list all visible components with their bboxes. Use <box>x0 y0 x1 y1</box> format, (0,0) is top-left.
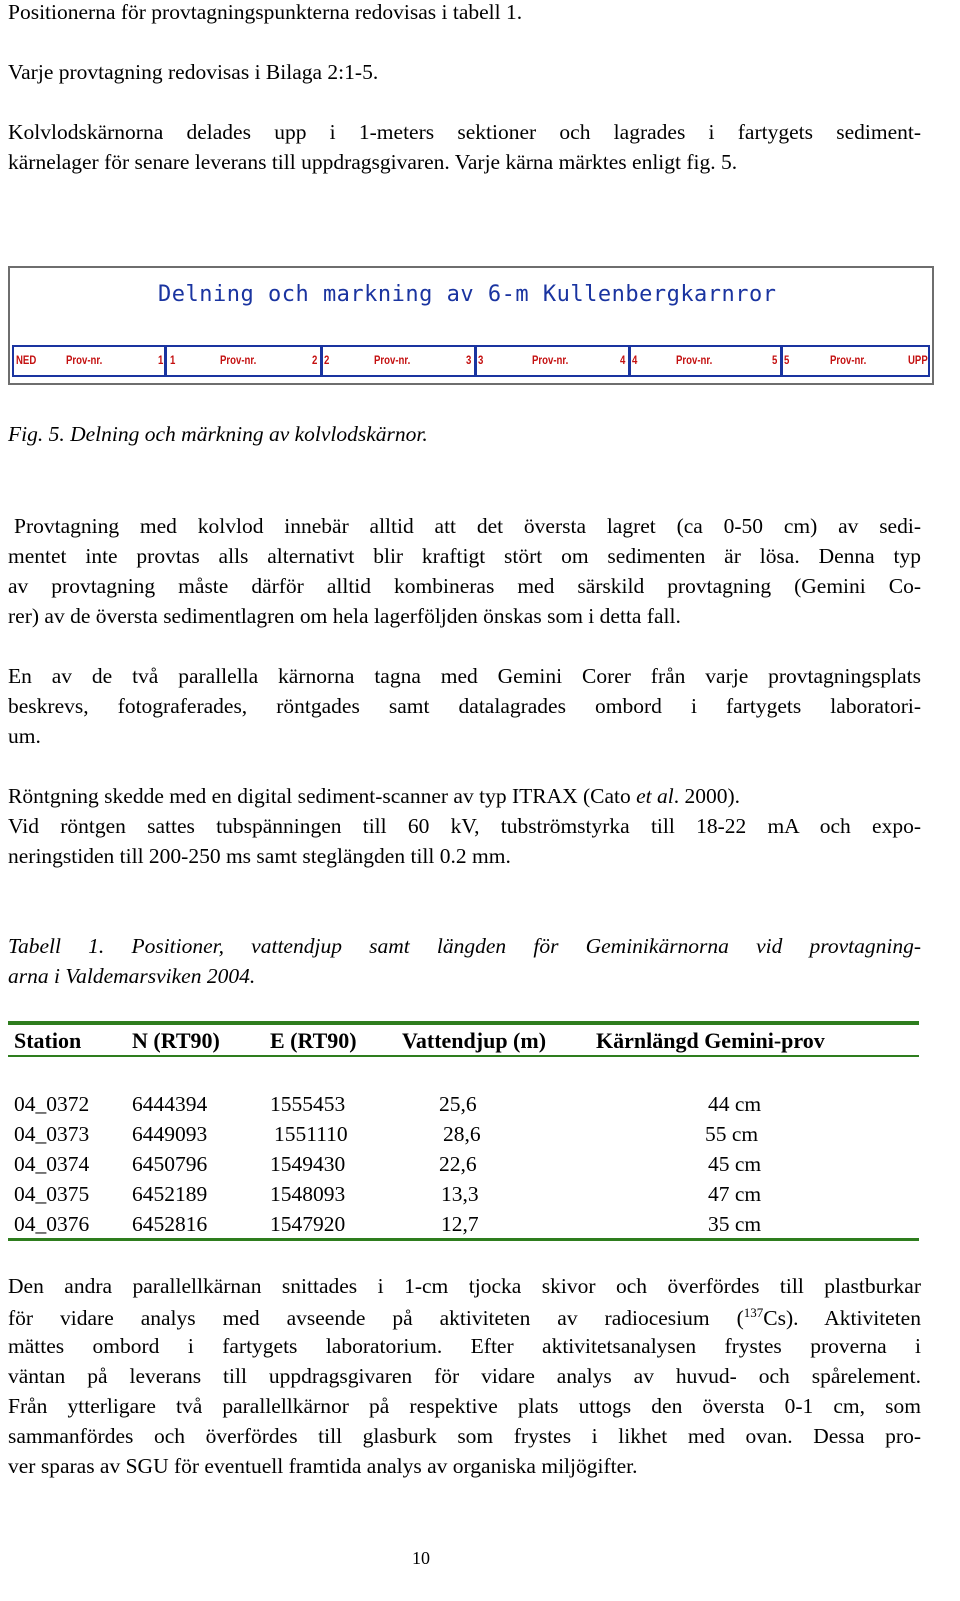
cell-e-3: 1548093 <box>270 1182 346 1206</box>
label-num-2a: 2 <box>312 353 318 367</box>
cell-length-1: 55 cm <box>705 1122 759 1146</box>
para-d-line-7: ver sparas av SGU för eventuell framtida analys av organiska miljögifter. <box>8 1454 638 1478</box>
header-station: Station <box>14 1028 82 1053</box>
figure-caption: Fig. 5. Delning och märkning av kolvlodskärnor. <box>8 422 428 446</box>
para-d-line-5: Från ytterligare två parallellkärnor på respektive plats uttogs den översta 0-1 cm, som <box>8 1394 921 1418</box>
label-num-5b: 5 <box>784 353 790 367</box>
label-num-4b: 4 <box>632 353 638 367</box>
figure-title: Delning och markning av 6-m Kullenbergkarnror <box>158 282 777 307</box>
cell-length-4: 35 cm <box>708 1212 762 1236</box>
label-prov-3: Prov-nr. <box>374 353 411 367</box>
core-diagram <box>12 345 930 377</box>
header-depth: Vattendjup (m) <box>402 1028 547 1053</box>
page-number: 10 <box>412 1548 430 1568</box>
cell-length-3: 47 cm <box>708 1182 762 1206</box>
label-prov-6: Prov-nr. <box>830 353 867 367</box>
cell-e-4: 1547920 <box>270 1212 346 1236</box>
cell-station-1: 04_0373 <box>14 1122 90 1146</box>
label-num-3b: 3 <box>478 353 484 367</box>
intro-paragraph-2: Varje provtagning redovisas i Bilaga 2:1-5. <box>8 60 379 84</box>
table-caption-line-2: arna i Valdemarsviken 2004. <box>8 964 256 988</box>
para-d-text-a: för vidare analys med avseende på aktiviteten av radiocesium ( <box>8 1306 744 1331</box>
para-d-line-4: väntan på leverans till uppdragsgivaren för vidare analys av huvud- och spårelement. <box>8 1364 921 1388</box>
table-caption-line-1: Tabell 1. Positioner, vattendjup samt längden för Geminikärnorna vid provtagning- <box>8 934 921 958</box>
header-n: N (RT90) <box>132 1028 220 1053</box>
label-ned: NED <box>16 353 37 367</box>
para-c-line-1 <box>8 786 740 808</box>
cell-n-2: 6450796 <box>132 1152 208 1176</box>
para-d-line-6: sammanfördes och överfördes till glasburk som frystes i likhet med ovan. Dessa pro- <box>8 1424 921 1448</box>
cell-n-1: 6449093 <box>132 1122 208 1146</box>
header-e: E (RT90) <box>270 1028 357 1053</box>
intro-paragraph-3-line-1: Kolvlodskärnorna delades upp i 1-meters sektioner och lagrades i fartygets sediment- <box>8 120 921 144</box>
para-c-text-b: . 2000). <box>673 784 741 808</box>
para-b-line-1: En av de två parallella kärnorna tagna med Gemini Corer från varje provtagningsplats <box>8 664 921 688</box>
cell-e-0: 1555453 <box>270 1092 346 1116</box>
label-prov-2: Prov-nr. <box>220 353 257 367</box>
segment-divider-5 <box>780 347 783 375</box>
label-num-1b: 1 <box>170 353 176 367</box>
label-num-5a: 5 <box>772 353 778 367</box>
cell-e-2: 1549430 <box>270 1152 346 1176</box>
cell-n-3: 6452189 <box>132 1182 208 1206</box>
cell-depth-0: 25,6 <box>439 1092 477 1116</box>
label-prov-5: Prov-nr. <box>676 353 713 367</box>
segment-divider-2 <box>320 347 323 375</box>
label-prov-1: Prov-nr. <box>66 353 103 367</box>
intro-paragraph-1: Positionerna för provtagningspunkterna redovisas i tabell 1. <box>8 0 523 24</box>
label-num-1a: 1 <box>158 353 164 367</box>
cell-depth-1: 28,6 <box>443 1122 481 1146</box>
para-c-line-2: Vid röntgen sattes tubspänningen till 60 kV, tubströmstyrka till 18-22 mA och expo- <box>8 814 921 838</box>
cell-e-1: 1551110 <box>274 1122 348 1146</box>
cell-station-3: 04_0375 <box>14 1182 90 1206</box>
para-a-line-4: rer) av de översta sedimentlagren om hela lagerföljden önskas som i detta fall. <box>8 604 681 628</box>
cell-station-2: 04_0374 <box>14 1152 90 1176</box>
cell-depth-2: 22,6 <box>439 1152 477 1176</box>
para-d-line-3: mättes ombord i fartygets laboratorium. Efter aktivitetsanalysen frystes proverna i <box>8 1334 921 1358</box>
cell-n-4: 6452816 <box>132 1212 208 1236</box>
cell-length-0: 44 cm <box>708 1092 762 1116</box>
table-top-rule <box>8 1021 919 1025</box>
label-prov-4: Prov-nr. <box>532 353 569 367</box>
cell-depth-4: 12,7 <box>441 1212 479 1236</box>
segment-divider-4 <box>628 347 631 375</box>
label-upp: UPP <box>908 353 928 367</box>
table-header-rule <box>8 1055 919 1057</box>
header-length: Kärnlängd Gemini-prov <box>596 1028 825 1053</box>
para-d-text-b: Cs). Aktiviteten <box>763 1306 921 1331</box>
para-b-line-2: beskrevs, fotograferades, röntgades samt datalagrades ombord i fartygets laboratori- <box>8 694 921 718</box>
para-c-text-a: Röntgning skedde med en digital sediment-scanner av typ ITRAX (Cato <box>8 784 637 808</box>
intro-paragraph-3-line-2: kärnelager för senare leverans till uppdragsgivaren. Varje kärna märktes enligt fig. 5. <box>8 150 738 174</box>
label-num-4a: 4 <box>620 353 626 367</box>
segment-divider-3 <box>474 347 477 375</box>
cell-depth-3: 13,3 <box>441 1182 479 1206</box>
cell-length-2: 45 cm <box>708 1152 762 1176</box>
para-a-line-1: Provtagning med kolvlod innebär alltid att det översta lagret (ca 0-50 cm) av sedi- <box>14 514 921 538</box>
table-bottom-rule <box>8 1238 919 1241</box>
para-c-line-3: neringstiden till 200-250 ms samt steglängden till 0.2 mm. <box>8 844 511 868</box>
cell-n-0: 6444394 <box>132 1092 208 1116</box>
label-num-2b: 2 <box>324 353 330 367</box>
para-c-text-em: et al <box>636 784 674 808</box>
cell-station-0: 04_0372 <box>14 1092 90 1116</box>
para-d-superscript: 137 <box>743 1305 764 1320</box>
para-b-line-3: um. <box>8 724 41 748</box>
para-a-line-2: mentet inte provtas alls alternativt blir kraftigt stört om sedimenten är lösa. Denna typ <box>8 544 921 568</box>
label-num-3a: 3 <box>466 353 472 367</box>
cell-station-4: 04_0376 <box>14 1212 90 1236</box>
para-d-line-2 <box>8 1306 921 1330</box>
para-d-line-1: Den andra parallellkärnan snittades i 1-cm tjocka skivor och överfördes till plastburkar <box>8 1274 921 1298</box>
para-a-line-3: av provtagning måste därför alltid kombineras med särskild provtagning (Gemini Co- <box>8 574 921 598</box>
segment-divider-1 <box>164 347 167 375</box>
core-division-figure <box>8 266 934 385</box>
